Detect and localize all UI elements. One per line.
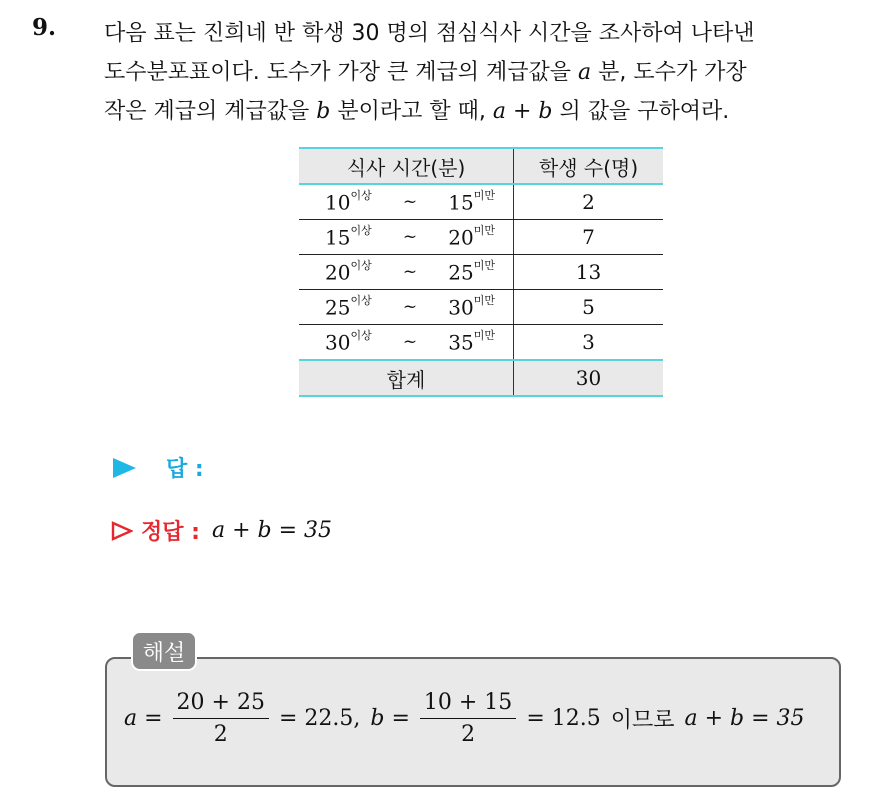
correct-answer-row	[111, 515, 332, 546]
interval-from: $30^{이상}$	[325, 328, 372, 355]
conclusion-expression: a + b = 35	[684, 706, 805, 731]
variable-a: a	[578, 60, 592, 85]
a-equals: a =	[124, 706, 163, 731]
conclusion-word: 이므로	[610, 708, 675, 733]
question-number: 9.	[32, 14, 57, 41]
correct-answer-value: a + b = 35	[211, 518, 333, 543]
interval-from: $10^{이상}$	[325, 188, 372, 215]
total-value: 30	[514, 360, 664, 396]
student-count: 7	[514, 220, 664, 255]
total-label: 합계	[299, 360, 514, 396]
play-triangle-icon	[113, 458, 136, 478]
tilde-symbol: ~	[402, 332, 418, 352]
answer-label: 답 :	[166, 457, 204, 482]
fraction-b-numerator: 10 + 15	[420, 690, 516, 719]
header-meal-time: 식사 시간(분)	[299, 148, 514, 184]
question-text: 분이라고 할 때,	[330, 99, 493, 124]
b-result: = 12.5	[526, 706, 601, 731]
class-interval	[299, 255, 514, 290]
class-interval	[299, 184, 514, 220]
student-count: 5	[514, 290, 664, 325]
question-line-2	[104, 55, 747, 86]
student-count: 2	[514, 184, 664, 220]
fraction-b-denominator: 2	[461, 722, 476, 747]
student-count: 3	[514, 325, 664, 361]
interval-from: $25^{이상}$	[325, 293, 372, 320]
answer-row	[113, 452, 204, 483]
interval-to: $25^{미만}$	[448, 258, 495, 285]
tilde-symbol: ~	[402, 297, 418, 317]
table-header-row	[299, 148, 663, 184]
interval-from: $20^{이상}$	[325, 258, 372, 285]
explanation-math	[124, 690, 805, 747]
question-text: 작은 계급의 계급값을	[104, 99, 317, 124]
b-equals: b =	[370, 706, 410, 731]
question-line-1: 다음 표는 진희네 반 학생 30 명의 점심식사 시간을 조사하여 나타낸	[104, 21, 755, 46]
fraction-a	[173, 690, 269, 747]
tilde-symbol: ~	[402, 262, 418, 282]
question-text: 의 값을 구하여라.	[552, 99, 730, 124]
table-row	[299, 290, 663, 325]
header-student-count: 학생 수(명)	[514, 148, 664, 184]
tilde-symbol: ~	[402, 227, 418, 247]
table-row	[299, 184, 663, 220]
class-interval	[299, 220, 514, 255]
tilde-symbol: ~	[402, 192, 418, 212]
frequency-table	[299, 147, 663, 397]
interval-to: $15^{미만}$	[448, 188, 495, 215]
class-interval	[299, 325, 514, 361]
fraction-b	[420, 690, 516, 747]
interval-to: $35^{미만}$	[448, 328, 495, 355]
table-total-row	[299, 360, 663, 396]
expression-a-plus-b: a + b	[492, 99, 553, 124]
correct-answer-label: 정답 :	[141, 520, 200, 545]
interval-from: $15^{이상}$	[325, 223, 372, 250]
fraction-a-numerator: 20 + 25	[173, 690, 269, 719]
question-text: 분, 도수가 가장	[591, 60, 747, 85]
table-row	[299, 255, 663, 290]
table-row	[299, 220, 663, 255]
outline-triangle-icon	[111, 521, 133, 541]
interval-to: $30^{미만}$	[448, 293, 495, 320]
a-result: = 22.5,	[278, 706, 361, 731]
class-interval	[299, 290, 514, 325]
explanation-tab: 해설	[131, 631, 197, 671]
fraction-a-denominator: 2	[213, 722, 228, 747]
question-text: 도수분포표이다. 도수가 가장 큰 계급의 계급값을	[104, 60, 578, 85]
interval-to: $20^{미만}$	[448, 223, 495, 250]
table-row	[299, 325, 663, 361]
variable-b: b	[316, 99, 331, 124]
question-line-3	[104, 94, 729, 125]
student-count: 13	[514, 255, 664, 290]
